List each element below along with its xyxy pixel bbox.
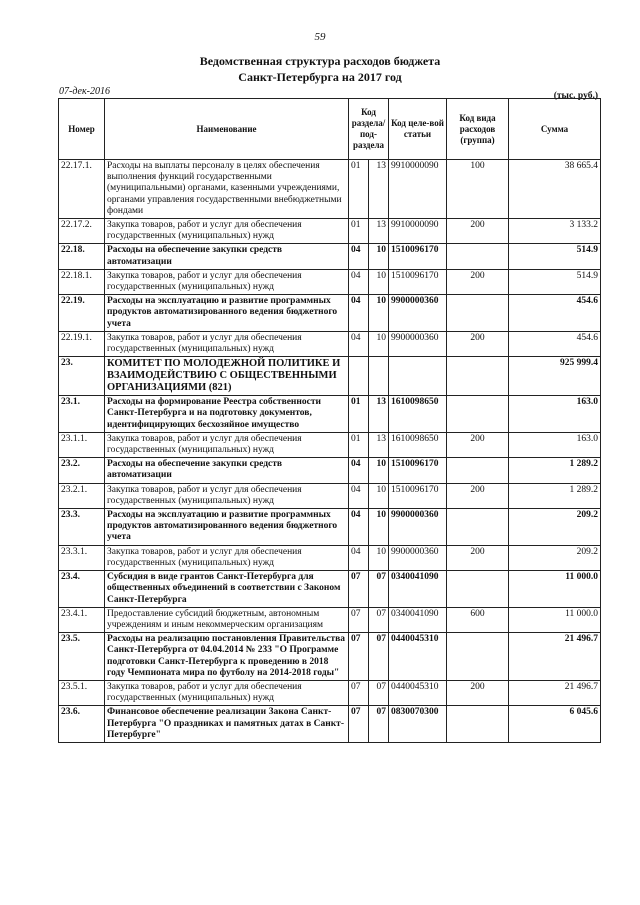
row-number: 23.5.1.: [59, 680, 105, 705]
row-target-code: 1610098650: [389, 396, 447, 433]
row-number: 23.1.1.: [59, 432, 105, 457]
row-target-code: 9910000090: [389, 219, 447, 244]
row-subsection-code: 07: [369, 633, 389, 681]
table-row: [59, 244, 601, 269]
row-section-code: 04: [349, 331, 369, 356]
row-amount: 925 999.4: [509, 357, 601, 396]
row-section-code: 07: [349, 680, 369, 705]
row-name: Расходы на эксплуатацию и развитие программных продуктов автоматизированного ведения бюджетного учета: [105, 509, 349, 546]
row-section-code: 04: [349, 269, 369, 294]
row-number: 23.4.: [59, 571, 105, 608]
row-name: Расходы на обеспечение закупки средств автоматизации: [105, 244, 349, 269]
row-subsection-code: 13: [369, 396, 389, 433]
row-subsection-code: 10: [369, 295, 389, 332]
row-amount: 514.9: [509, 244, 601, 269]
title-line-1: Ведомственная структура расходов бюджета: [199, 54, 441, 68]
row-section-code: 04: [349, 458, 369, 483]
row-expense-type: 200: [447, 432, 509, 457]
row-section-code: 04: [349, 545, 369, 570]
table-body: [59, 160, 601, 743]
row-name: Субсидия в виде грантов Санкт-Петербурга для общественных объединений в соответствии с Законом Санкт-Петербурга: [105, 571, 349, 608]
row-amount: 514.9: [509, 269, 601, 294]
row-target-code: 9900000360: [389, 545, 447, 570]
row-amount: 38 665.4: [509, 160, 601, 219]
table-row: [59, 295, 601, 332]
row-subsection-code: [369, 357, 389, 396]
table-row: [59, 607, 601, 632]
row-section-code: 07: [349, 607, 369, 632]
row-amount: 6 045.6: [509, 706, 601, 743]
row-amount: 209.2: [509, 509, 601, 546]
table-row: [59, 680, 601, 705]
row-subsection-code: 13: [369, 219, 389, 244]
row-name: Предоставление субсидий бюджетным, автономным учреждениям и иным некоммерческим организациям: [105, 607, 349, 632]
row-target-code: 9910000090: [389, 160, 447, 219]
row-expense-type: [447, 458, 509, 483]
row-amount: 11 000.0: [509, 607, 601, 632]
row-expense-type: [447, 396, 509, 433]
row-target-code: 1510096170: [389, 483, 447, 508]
table-row: [59, 396, 601, 433]
row-number: 22.18.1.: [59, 269, 105, 294]
row-section-code: 04: [349, 483, 369, 508]
row-number: 23.6.: [59, 706, 105, 743]
table-row: [59, 545, 601, 570]
row-amount: 3 133.2: [509, 219, 601, 244]
row-expense-type: 200: [447, 219, 509, 244]
row-subsection-code: 10: [369, 244, 389, 269]
row-amount: 21 496.7: [509, 633, 601, 681]
row-subsection-code: 13: [369, 160, 389, 219]
row-name: Расходы на выплаты персоналу в целях обеспечения выполнения функций государственными (муниципальными) органами, казенными учреждениями, органами управления государственными внебюджетными фондами: [105, 160, 349, 219]
row-target-code: 1610098650: [389, 432, 447, 457]
table-row: [59, 357, 601, 396]
units-label: (тыс. руб.): [553, 91, 598, 101]
row-amount: 21 496.7: [509, 680, 601, 705]
row-expense-type: [447, 571, 509, 608]
header-section: Код раздела/ под-раздела: [349, 99, 389, 160]
row-subsection-code: 10: [369, 545, 389, 570]
table-row: [59, 483, 601, 508]
row-number: 22.17.2.: [59, 219, 105, 244]
row-number: 22.19.1.: [59, 331, 105, 356]
row-expense-type: [447, 357, 509, 396]
row-name: Расходы на эксплуатацию и развитие программных продуктов автоматизированного ведения бюджетного учета: [105, 295, 349, 332]
row-number: 23.1.: [59, 396, 105, 433]
row-target-code: 9900000360: [389, 331, 447, 356]
row-name: Расходы на обеспечение закупки средств автоматизации: [105, 458, 349, 483]
row-number: 23.4.1.: [59, 607, 105, 632]
header-expense-type: Код вида расходов (группа): [447, 99, 509, 160]
row-name: Закупка товаров, работ и услуг для обеспечения государственных (муниципальных) нужд: [105, 483, 349, 508]
row-amount: 454.6: [509, 331, 601, 356]
row-target-code: 1510096170: [389, 244, 447, 269]
row-number: 23.2.: [59, 458, 105, 483]
row-expense-type: 100: [447, 160, 509, 219]
row-amount: 163.0: [509, 396, 601, 433]
table-header: [59, 99, 601, 160]
table-row: [59, 633, 601, 681]
row-name: Закупка товаров, работ и услуг для обеспечения государственных (муниципальных) нужд: [105, 331, 349, 356]
row-number: 23.: [59, 357, 105, 396]
row-section-code: 04: [349, 295, 369, 332]
table-row: [59, 160, 601, 219]
row-expense-type: 200: [447, 483, 509, 508]
header-amount: Сумма: [509, 99, 601, 160]
row-amount: 163.0: [509, 432, 601, 457]
row-expense-type: 200: [447, 331, 509, 356]
table-row: [59, 331, 601, 356]
row-target-code: 1510096170: [389, 458, 447, 483]
header-name: Наименование: [105, 99, 349, 160]
row-number: 22.17.1.: [59, 160, 105, 219]
row-number: 23.2.1.: [59, 483, 105, 508]
row-section-code: [349, 357, 369, 396]
row-subsection-code: 07: [369, 607, 389, 632]
table-row: [59, 219, 601, 244]
row-name: Финансовое обеспечение реализации Закона Санкт-Петербурга "О праздниках и памятных датах в Санкт-Петербурге": [105, 706, 349, 743]
row-expense-type: 600: [447, 607, 509, 632]
row-name: Расходы на формирование Реестра собственности Санкт-Петербурга и на подготовку документов, идентифицирующих бесхозяйное имущество: [105, 396, 349, 433]
row-subsection-code: 10: [369, 483, 389, 508]
row-subsection-code: 10: [369, 458, 389, 483]
row-section-code: 07: [349, 571, 369, 608]
row-expense-type: [447, 633, 509, 681]
row-target-code: [389, 357, 447, 396]
row-target-code: 9900000360: [389, 295, 447, 332]
table-row: [59, 269, 601, 294]
row-expense-type: [447, 295, 509, 332]
row-subsection-code: 10: [369, 331, 389, 356]
table-row: [59, 432, 601, 457]
table-row: [59, 571, 601, 608]
row-subsection-code: 13: [369, 432, 389, 457]
row-target-code: 0340041090: [389, 571, 447, 608]
row-subsection-code: 07: [369, 571, 389, 608]
header-number: Номер: [59, 99, 105, 160]
row-expense-type: 200: [447, 545, 509, 570]
row-section-code: 01: [349, 432, 369, 457]
row-amount: 454.6: [509, 295, 601, 332]
row-name: Закупка товаров, работ и услуг для обеспечения государственных (муниципальных) нужд: [105, 545, 349, 570]
row-section-code: 04: [349, 509, 369, 546]
table-row: [59, 509, 601, 546]
row-number: 23.3.1.: [59, 545, 105, 570]
row-name: Расходы на реализацию постановления Правительства Санкт-Петербурга от 04.04.2014 № 233 "О Программе подготовки Санкт-Петербурга к проведению в 2018 году Чемпионата мира по футболу на 2014-2018 годы": [105, 633, 349, 681]
row-target-code: 0830070300: [389, 706, 447, 743]
row-target-code: 0440045310: [389, 633, 447, 681]
table-row: [59, 706, 601, 743]
row-subsection-code: 07: [369, 680, 389, 705]
row-number: 22.18.: [59, 244, 105, 269]
row-target-code: 9900000360: [389, 509, 447, 546]
row-target-code: 0440045310: [389, 680, 447, 705]
row-target-code: 1510096170: [389, 269, 447, 294]
row-amount: 209.2: [509, 545, 601, 570]
row-subsection-code: 10: [369, 509, 389, 546]
document-title: [0, 53, 640, 85]
row-subsection-code: 10: [369, 269, 389, 294]
header-target: Код целе-вой статьи: [389, 99, 447, 160]
row-target-code: 0340041090: [389, 607, 447, 632]
row-name: КОМИТЕТ ПО МОЛОДЕЖНОЙ ПОЛИТИКЕ И ВЗАИМОДЕЙСТВИЮ С ОБЩЕСТВЕННЫМИ ОРГАНИЗАЦИЯМИ (821): [105, 357, 349, 396]
row-expense-type: [447, 244, 509, 269]
title-line-2: Санкт-Петербурга на 2017 год: [238, 70, 402, 84]
budget-table: [58, 98, 601, 743]
row-amount: 1 289.2: [509, 458, 601, 483]
row-expense-type: [447, 509, 509, 546]
row-amount: 1 289.2: [509, 483, 601, 508]
row-name: Закупка товаров, работ и услуг для обеспечения государственных (муниципальных) нужд: [105, 432, 349, 457]
row-section-code: 07: [349, 706, 369, 743]
row-section-code: 01: [349, 219, 369, 244]
row-expense-type: 200: [447, 680, 509, 705]
row-section-code: 04: [349, 244, 369, 269]
row-name: Закупка товаров, работ и услуг для обеспечения государственных (муниципальных) нужд: [105, 269, 349, 294]
row-number: 23.3.: [59, 509, 105, 546]
row-expense-type: [447, 706, 509, 743]
table-row: [59, 458, 601, 483]
document-date: 07-дек-2016: [59, 86, 110, 97]
row-amount: 11 000.0: [509, 571, 601, 608]
row-name: Закупка товаров, работ и услуг для обеспечения государственных (муниципальных) нужд: [105, 219, 349, 244]
row-number: 22.19.: [59, 295, 105, 332]
row-section-code: 01: [349, 396, 369, 433]
row-name: Закупка товаров, работ и услуг для обеспечения государственных (муниципальных) нужд: [105, 680, 349, 705]
row-subsection-code: 07: [369, 706, 389, 743]
row-expense-type: 200: [447, 269, 509, 294]
row-section-code: 07: [349, 633, 369, 681]
row-number: 23.5.: [59, 633, 105, 681]
page-number: 59: [314, 31, 326, 43]
row-section-code: 01: [349, 160, 369, 219]
